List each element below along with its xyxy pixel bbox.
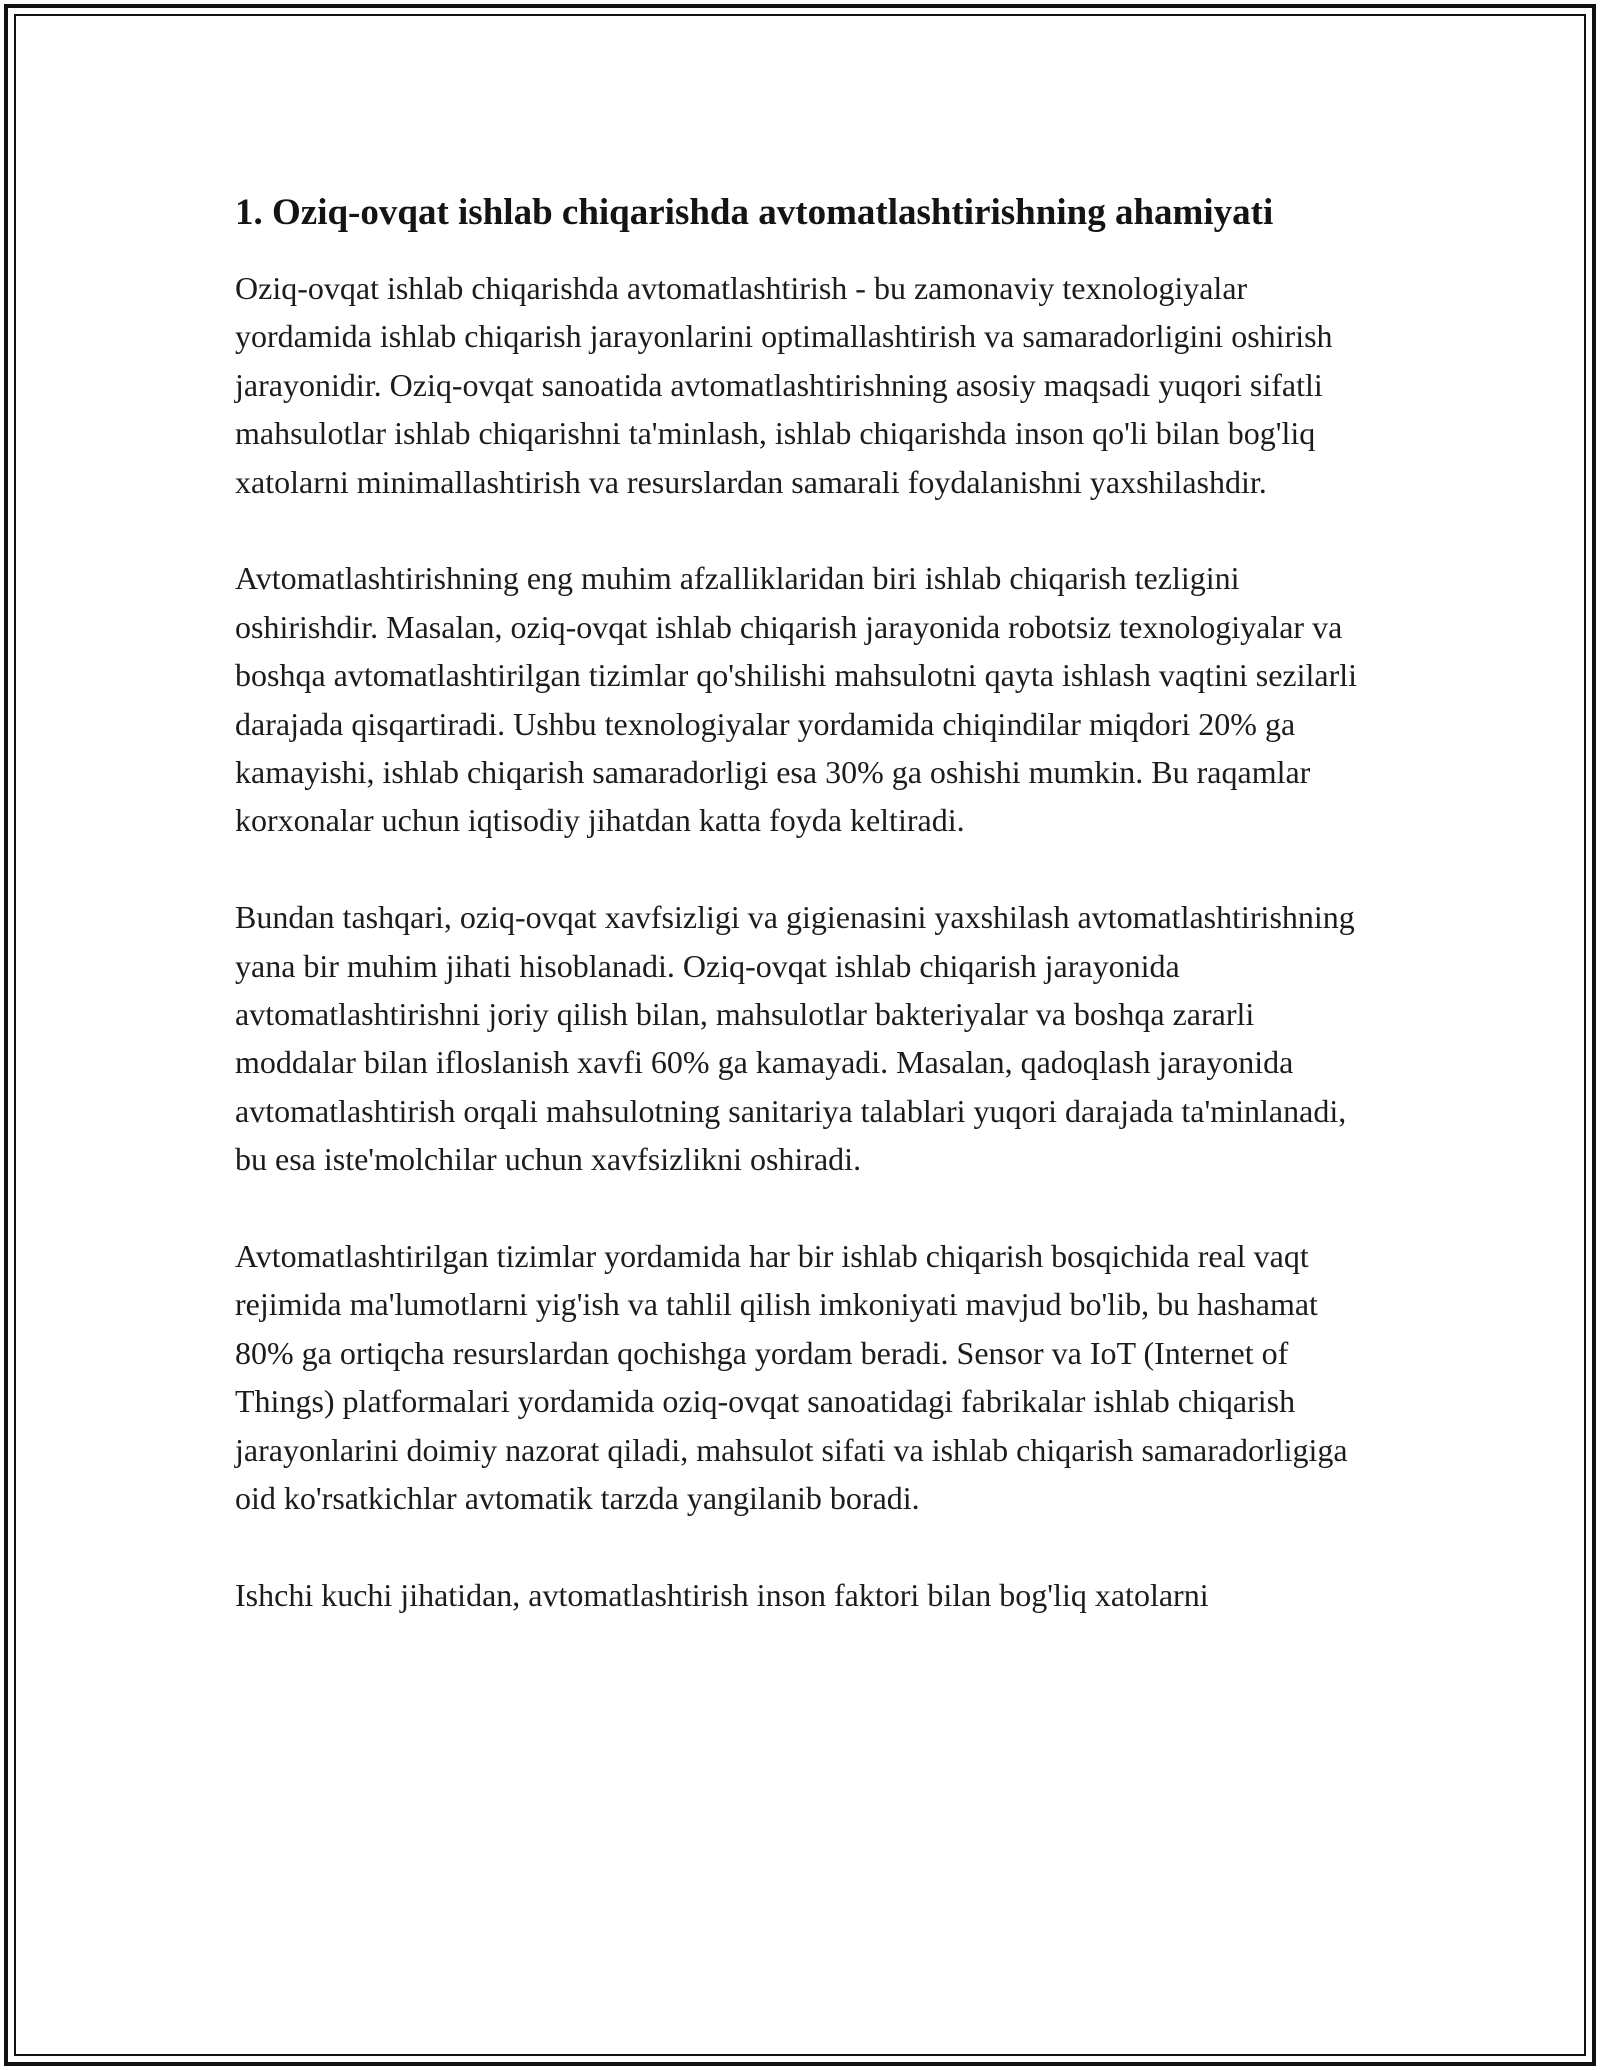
paragraph-monitoring: Avtomatlashtirilgan tizimlar yordamida har bir ishlab chiqarish bosqichida real vaqt rejimida ma'lumotlarni yig'ish va tahlil qilish imkoniyati mavjud bo'lib, bu hashamat 80% ga ortiqcha resurslardan qochishga yordam beradi. Sensor va IoT (Internet of Things) platformalari yordamida oziq-ovqat sanoatidagi fabrikalar ishlab chiqarish jarayonlarini doimiy nazorat qiladi, mahsulot sifati va ishlab chiqarish samaradorligiga oid ko'rsatkichlar avtomatik tarzda yangilanib boradi. bbox=[235, 1238, 1348, 1517]
paragraph-safety: Bundan tashqari, oziq-ovqat xavfsizligi va gigienasini yaxshilash avtomatlashtirishning yana bir muhim jihati hisoblanadi. Oziq-ovqat ishlab chiqarish jarayonida avtomatlashtirishni joriy qilish bilan, mahsulotlar bakteriyalar va boshqa zararli moddalar bilan ifloslanish xavfi 60% ga kamayadi. Masalan, qadoqlash jarayonida avtomatlashtirish orqali mahsulotning sanitariya talablari yuqori darajada ta'minlanadi, bu esa iste'molchilar uchun xavfsizlikni oshiradi. bbox=[235, 899, 1355, 1178]
document-body bbox=[235, 185, 1375, 1668]
paragraph-intro: Oziq-ovqat ishlab chiqarishda avtomatlashtirish - bu zamonaviy texnologiyalar yordamida ishlab chiqarish jarayonlarini optimallashtirish va samaradorligini oshirish jarayonidir. Oziq-ovqat sanoatida avtomatlashtirishning asosiy maqsadi yuqori sifatli mahsulotlar ishlab chiqarishni ta'minlash, ishlab chiqarishda inson qo'li bilan bog'liq xatolarni minimallashtirish va resurslardan samarali foydalanishni yaxshilashdir. bbox=[235, 270, 1333, 500]
paragraph-workforce: Ishchi kuchi jihatidan, avtomatlashtirish inson faktori bilan bog'liq xatolarni bbox=[235, 1576, 1209, 1613]
paragraph-speed: Avtomatlashtirishning eng muhim afzalliklaridan biri ishlab chiqarish tezligini oshirishdir. Masalan, oziq-ovqat ishlab chiqarish jarayonida robotsiz texnologiyalar va boshqa avtomatlashtirilgan tizimlar qo'shilishi mahsulotni qayta ishlash vaqtini sezilarli darajada qisqartiradi. Ushbu texnologiyalar yordamida chiqindilar miqdori 20% ga kamayishi, ishlab chiqarish samaradorligi esa 30% ga oshishi mumkin. Bu raqamlar korxonalar uchun iqtisodiy jihatdan katta foyda keltiradi. bbox=[235, 560, 1358, 839]
section-heading: 1. Oziq-ovqat ishlab chiqarishda avtomatlashtirishning ahamiyati bbox=[235, 192, 1274, 233]
